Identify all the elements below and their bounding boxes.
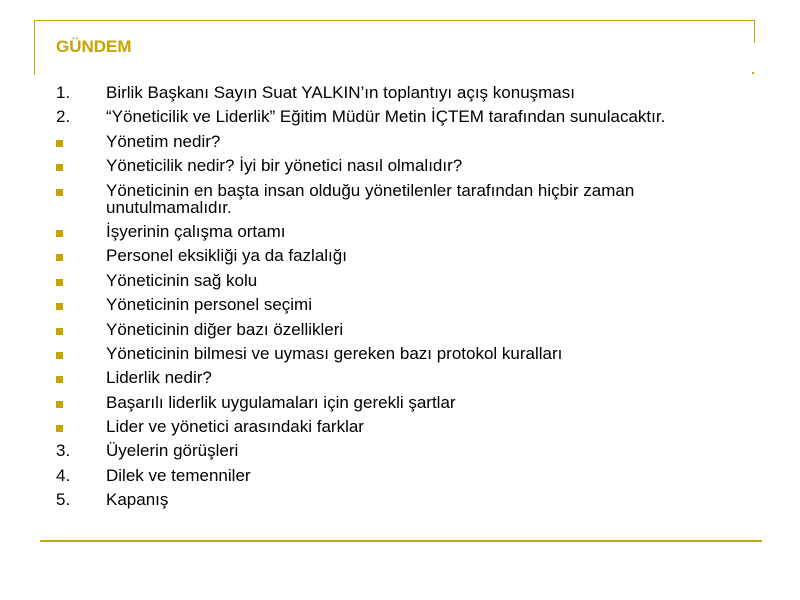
item-number: 1. xyxy=(56,83,71,102)
square-bullet-icon xyxy=(56,164,63,171)
bullet-marker xyxy=(56,157,106,174)
item-text: Yöneticinin personel seçimi xyxy=(106,295,312,315)
square-bullet-icon xyxy=(56,376,63,383)
agenda-item xyxy=(56,321,736,338)
square-bullet-icon xyxy=(56,425,63,432)
bullet-marker xyxy=(56,247,106,264)
frame-top-line xyxy=(34,20,755,21)
item-text: “Yöneticilik ve Liderlik” Eğitim Müdür Metin İÇTEM tarafından sunulacaktır. xyxy=(106,107,666,127)
bullet-marker xyxy=(56,272,106,289)
agenda-item xyxy=(56,418,736,435)
item-text: Başarılı liderlik uygulamaları için gerekli şartlar xyxy=(106,392,456,412)
bullet-marker xyxy=(56,133,106,150)
item-text: Yöneticinin sağ kolu xyxy=(106,270,258,290)
item-number: 3. xyxy=(56,441,71,461)
corner-dot xyxy=(752,72,754,74)
square-bullet-icon xyxy=(56,352,63,359)
item-text: Kapanış xyxy=(106,490,169,510)
item-number: 4. xyxy=(56,465,71,485)
item-text: Yöneticinin en başta insan olduğu yönetilenler tarafından hiçbir zaman unutulmamalıdır. xyxy=(106,180,635,217)
item-text: Lider ve yönetici arasındaki farklar xyxy=(106,417,364,437)
agenda-item xyxy=(56,182,736,216)
agenda-item xyxy=(56,133,736,150)
square-bullet-icon xyxy=(56,189,63,196)
frame-right-line xyxy=(754,20,755,43)
square-bullet-icon xyxy=(56,230,63,237)
agenda-item xyxy=(56,108,736,125)
agenda-item xyxy=(56,394,736,411)
square-bullet-icon xyxy=(56,279,63,286)
agenda-item xyxy=(56,442,736,459)
agenda-item xyxy=(56,84,736,101)
agenda-list xyxy=(56,84,736,516)
item-text: Liderlik nedir? xyxy=(106,368,212,388)
bullet-marker xyxy=(56,345,106,362)
item-text: İşyerinin çalışma ortamı xyxy=(106,221,286,241)
agenda-item xyxy=(56,247,736,264)
bullet-marker xyxy=(56,369,106,386)
item-text: Yöneticilik nedir? İyi bir yönetici nasıl olmalıdır? xyxy=(106,156,463,176)
item-text: Yöneticinin bilmesi ve uyması gereken bazı protokol kuralları xyxy=(106,343,563,363)
item-number: 2. xyxy=(56,107,71,127)
square-bullet-icon xyxy=(56,254,63,261)
slide-title: GÜNDEM xyxy=(56,37,132,56)
bullet-marker xyxy=(56,418,106,435)
bullet-marker xyxy=(56,182,106,199)
item-text: Yöneticinin diğer bazı özellikleri xyxy=(106,319,344,339)
agenda-item xyxy=(56,467,736,484)
item-text: Dilek ve temenniler xyxy=(106,465,251,485)
item-text: Personel eksikliği ya da fazlalığı xyxy=(106,246,347,266)
square-bullet-icon xyxy=(56,303,63,310)
square-bullet-icon xyxy=(56,328,63,335)
square-bullet-icon xyxy=(56,140,63,147)
item-text: Üyelerin görüşleri xyxy=(106,441,239,461)
frame-bottom-line xyxy=(40,540,762,542)
bullet-marker xyxy=(56,296,106,313)
item-text: Birlik Başkanı Sayın Suat YALKIN’ın toplantıyı açış konuşması xyxy=(106,83,575,102)
agenda-item xyxy=(56,272,736,289)
square-bullet-icon xyxy=(56,401,63,408)
bullet-marker xyxy=(56,223,106,240)
item-number: 5. xyxy=(56,490,71,510)
item-text: Yönetim nedir? xyxy=(106,131,221,151)
agenda-item xyxy=(56,223,736,240)
agenda-item xyxy=(56,491,736,508)
bullet-marker xyxy=(56,321,106,338)
bullet-marker xyxy=(56,394,106,411)
agenda-item xyxy=(56,345,736,362)
agenda-item xyxy=(56,296,736,313)
agenda-item xyxy=(56,157,736,174)
frame-left-line xyxy=(34,20,35,75)
agenda-item xyxy=(56,369,736,386)
